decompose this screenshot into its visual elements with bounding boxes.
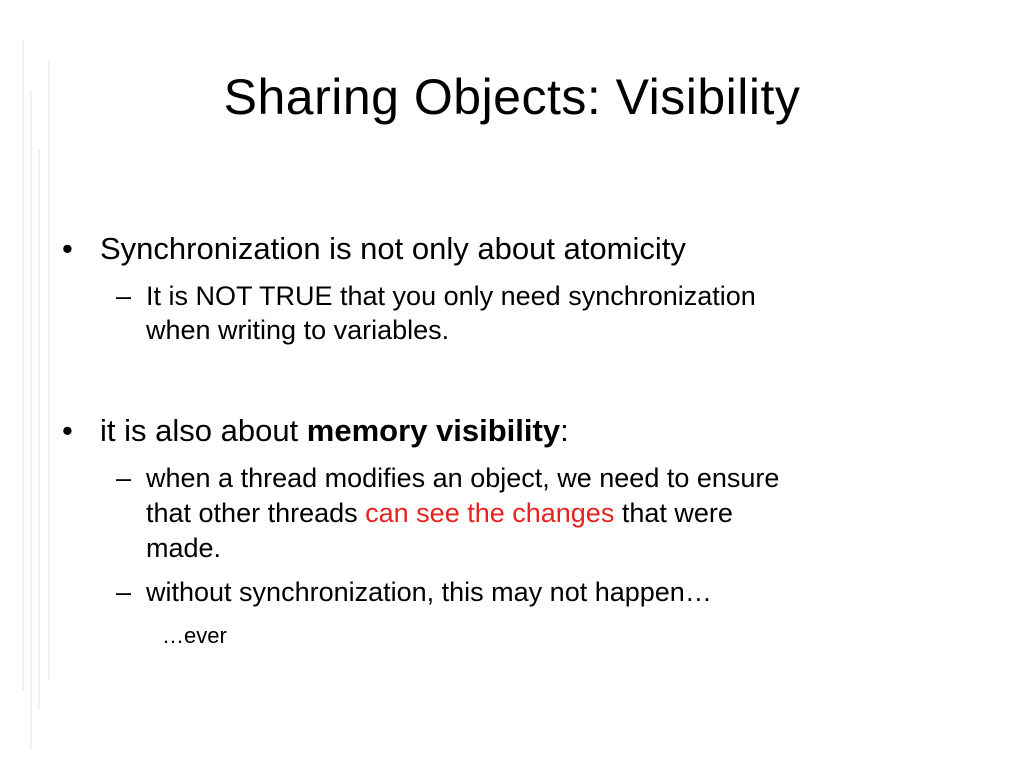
sub-bullet-line <box>146 462 779 495</box>
sub-bullet-line <box>146 497 733 530</box>
sub-bullet-2-1-line2-prefix: that other threads <box>146 498 366 528</box>
sub-bullet-line <box>146 576 712 609</box>
bullet-marker: • <box>62 231 73 266</box>
bullet-2-suffix: : <box>560 413 569 448</box>
sub-sub-bullet-text: …ever <box>162 623 227 648</box>
bullet-2-prefix: it is also about <box>100 413 307 448</box>
bullet-text <box>100 230 686 268</box>
sub-bullet-1-1-line1: It is NOT TRUE that you only need synchronization <box>146 281 756 311</box>
dash-marker: – <box>116 463 132 493</box>
sub-bullet-line <box>146 314 449 347</box>
sub-bullet-line <box>146 280 756 313</box>
slide-title: Sharing Objects: Visibility <box>223 69 801 125</box>
highlighted-text: can see the changes <box>365 498 615 528</box>
sub-sub-bullet-line <box>162 622 227 650</box>
bullet-marker: • <box>62 413 73 448</box>
bullet-1-text: Synchronization is not only about atomicity <box>100 231 686 266</box>
dash-marker: – <box>116 577 132 607</box>
sub-bullet-2-1-line1: when a thread modifies an object, we need to ensure <box>146 463 780 493</box>
sub-bullet-2-1-line2-suffix: that were <box>614 498 733 528</box>
sub-bullet-2-1-line3: made. <box>146 533 222 563</box>
bullet-text <box>100 412 569 450</box>
bullet-2-bold: memory visibility <box>306 413 561 448</box>
sub-bullet-2-2-line1: without synchronization, this may not happen… <box>146 577 712 607</box>
sub-bullet-1-1-line2: when writing to variables. <box>146 315 450 345</box>
dash-marker: – <box>116 281 132 311</box>
sub-bullet-line <box>146 532 221 565</box>
